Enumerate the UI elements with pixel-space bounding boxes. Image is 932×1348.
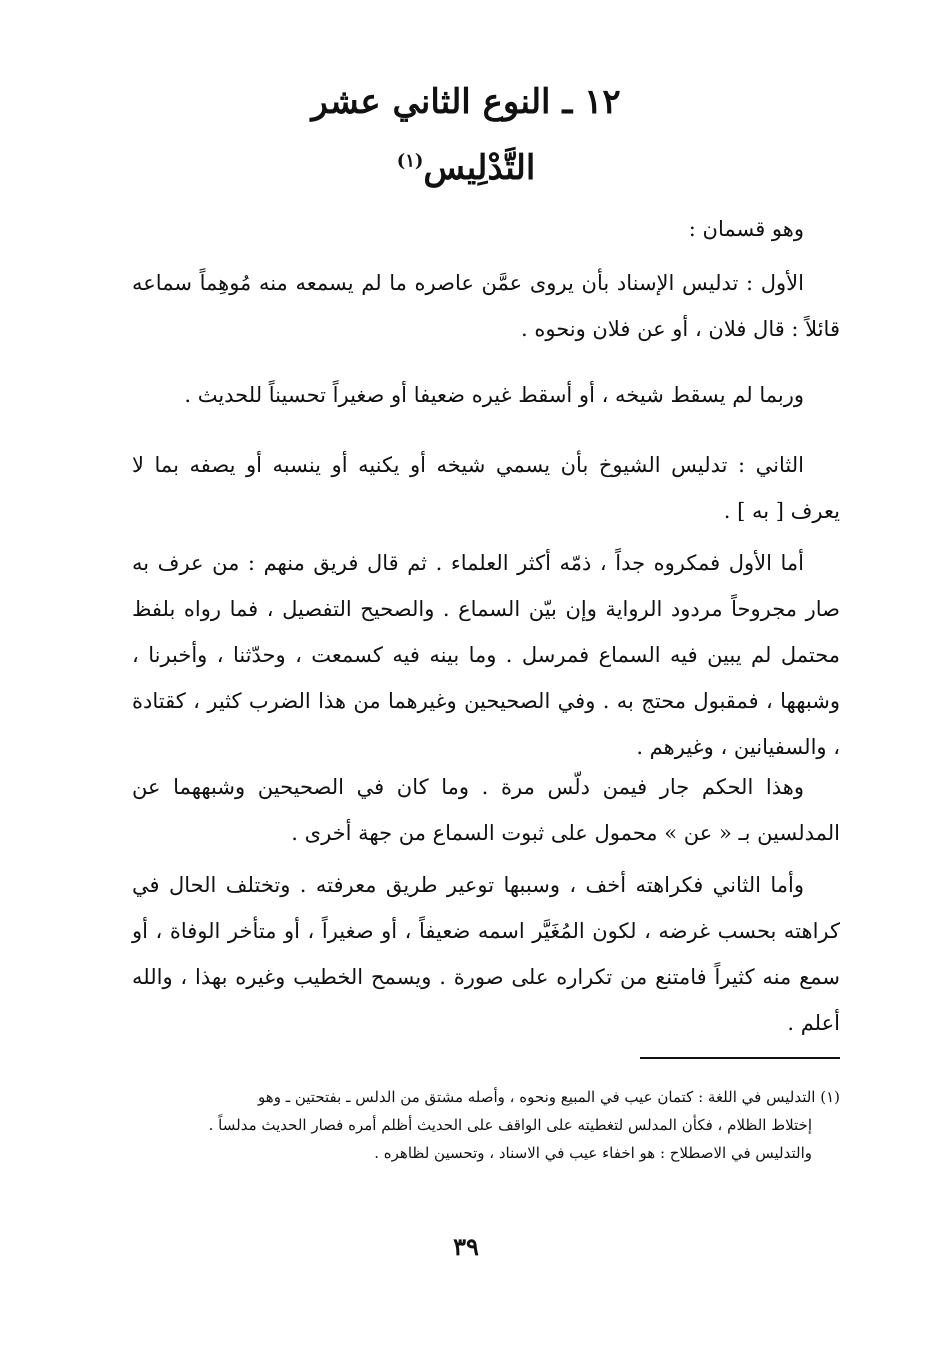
page-number: ٣٩ bbox=[453, 1232, 479, 1261]
first-type-paragraph: الأول : تدليس الإسناد بأن يروى عمَّن عاصره ما لم يسمعه منه مُوهِماً سماعه قائلاً : قال فلان ، أو عن فلان ونحوه . bbox=[132, 271, 840, 341]
second-type-paragraph: الثاني : تدليس الشيوخ بأن يسمي شيخه أو يكنيه أو ينسبه أو يصفه بما لا يعرف [ به ] . bbox=[132, 453, 840, 523]
chapter-subtitle bbox=[0, 148, 932, 188]
footnotes bbox=[132, 1083, 840, 1167]
footnote-divider bbox=[640, 1057, 840, 1059]
second-ruling-paragraph: وأما الثاني فكراهته أخف ، وسببها توعير طريق معرفته . وتختلف الحال في كراهته بحسب غرضه ، لكون المُغَيَّر اسمه ضعيفاً ، أو صغيراً ، أو متأخر الوفاة ، أو سمع منه كثيراً فامتنع من تكراره على صورة . ويسمح الخطيب وغيره بهذا ، والله أعلم . bbox=[132, 873, 840, 1035]
footnote-reference: (١) bbox=[396, 150, 424, 172]
footnote-1-line-3: والتدليس في الاصطلاح : هو اخفاء عيب في الاسناد ، وتحسين لظاهره . bbox=[374, 1144, 812, 1162]
subtitle-text: التَّدْلِيس bbox=[423, 148, 536, 188]
first-type-note-paragraph: وربما لم يسقط شيخه ، أو أسقط غيره ضعيفا أو صغيراً تحسيناً للحديث . bbox=[184, 383, 804, 407]
rule-paragraph: وهذا الحكم جار فيمن دلّس مرة . وما كان في الصحيحين وشبههما عن المدلسين بـ « عن » محمول على ثبوت السماع من جهة أخرى . bbox=[132, 775, 840, 845]
intro-paragraph: وهو قسمان : bbox=[688, 217, 804, 241]
first-ruling-paragraph: أما الأول فمكروه جداً ، ذمّه أكثر العلماء . ثم قال فريق منهم : من عرف به صار مجروحاً مردود الرواية وإن بيّن السماع . والصحيح التفصيل ، فما رواه بلفظ محتمل لم يبين فيه السماع فمرسل . وما بينه فيه كسمعت ، وحدّثنا ، وأخبرنا ، وشبهها ، فمقبول محتج به . وفي الصحيحين وغيرهما من هذا الضرب كثير ، كقتادة ، والسفيانين ، وغيرهم . bbox=[132, 551, 840, 759]
chapter-title: ١٢ ـ النوع الثاني عشر bbox=[311, 82, 621, 122]
footnote-1-line-1: (١) التدليس في اللغة : كتمان عيب في المبيع ونحوه ، وأصله مشتق من الدلس ـ بفتحتين ـ وهو bbox=[258, 1088, 840, 1106]
footnote-1-line-2: إختلاط الظلام ، فكأن المدلس لتغطيته على الواقف على الحديث أظلم أمره فصار الحديث مدلساً . bbox=[208, 1116, 812, 1134]
